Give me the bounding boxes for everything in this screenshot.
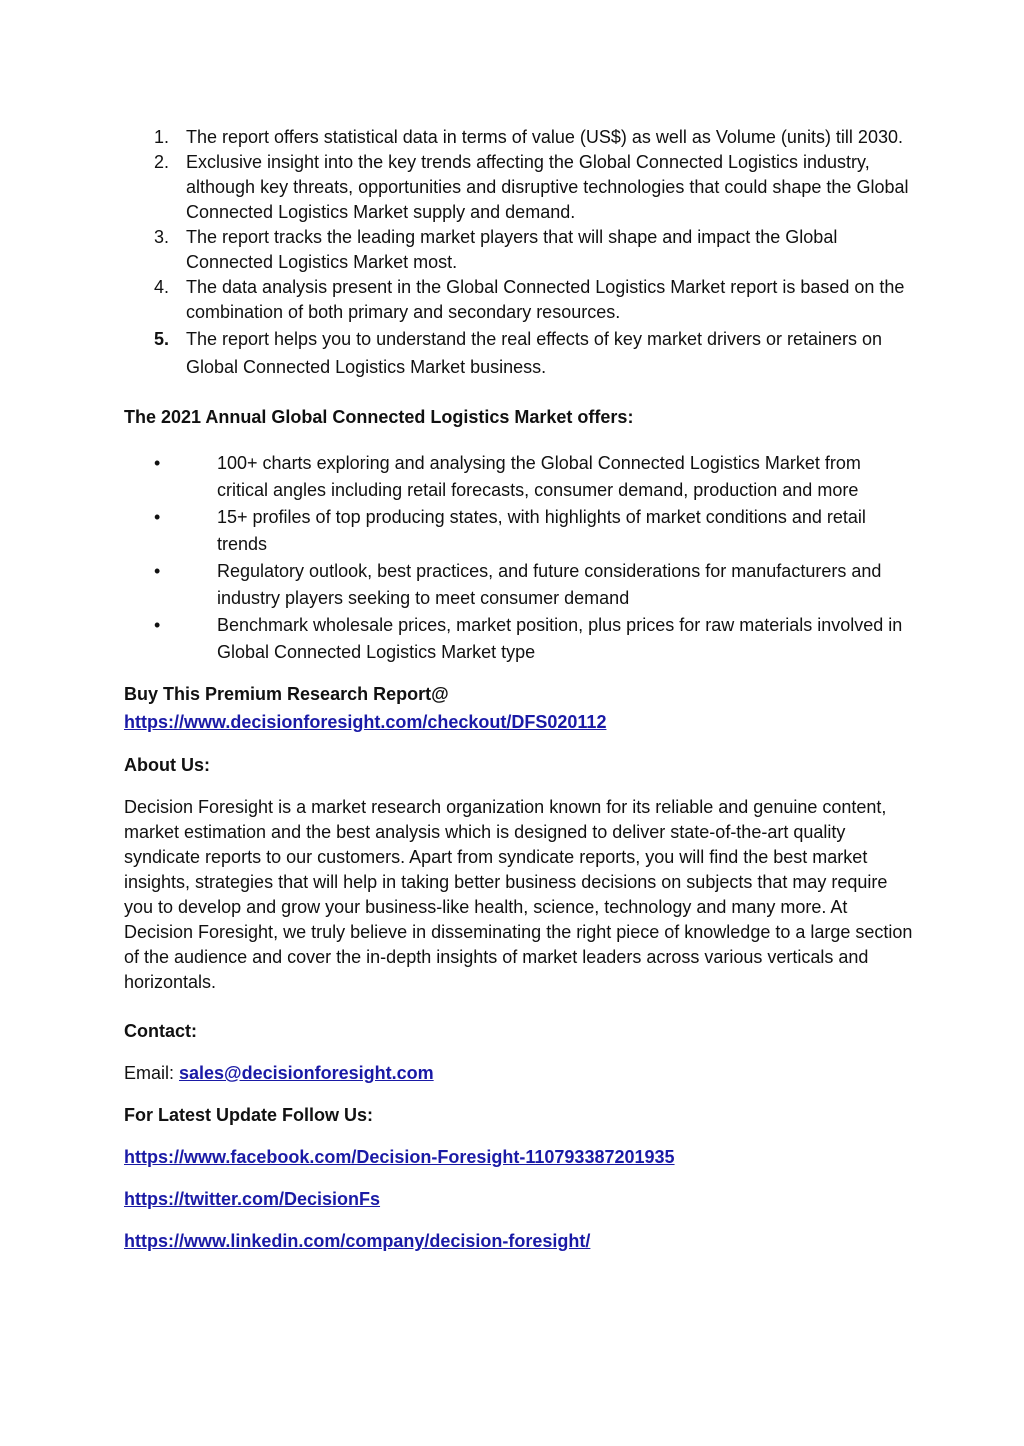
list-number: 5. [154, 329, 170, 349]
email-line [124, 1061, 914, 1086]
document-content [124, 125, 914, 1254]
offers-bullet-list [124, 450, 914, 666]
buy-heading: Buy This Premium Research Report@ [124, 684, 449, 704]
bullet-item [124, 558, 914, 612]
list-item-text: The report offers statistical data in terms of value (US$) as well as Volume (units) till 2030. [186, 127, 903, 147]
bullet-text: Regulatory outlook, best practices, and future considerations for manufacturers and industry players seeking to meet consumer demand [217, 561, 882, 608]
offers-heading: The 2021 Annual Global Connected Logistics Market offers: [124, 407, 634, 427]
email-link[interactable]: sales@decisionforesight.com [179, 1063, 434, 1083]
twitter-link[interactable]: https://twitter.com/DecisionFs [124, 1189, 381, 1209]
list-item [124, 325, 914, 381]
bullet-icon: • [154, 453, 161, 473]
facebook-link[interactable]: https://www.facebook.com/Decision-Foresight-110793387201935 [124, 1147, 675, 1167]
bullet-icon: • [154, 615, 161, 635]
bullet-icon: • [154, 561, 161, 581]
list-item [124, 225, 914, 275]
contact-heading: Contact: [124, 1021, 197, 1041]
list-number: 1. [154, 127, 170, 147]
list-item [124, 275, 914, 325]
list-item [124, 125, 914, 150]
bullet-item [124, 450, 914, 504]
checkout-link[interactable]: https://www.decisionforesight.com/checkout/DFS020112 [124, 712, 607, 732]
bullet-item [124, 612, 914, 666]
list-item [124, 150, 914, 225]
list-item-text: The report helps you to understand the real effects of key market drivers or retainers on Global Connected Logistics Market business. [186, 329, 883, 377]
bullet-text: Benchmark wholesale prices, market position, plus prices for raw materials involved in Global Connected Logistics Market type [217, 615, 903, 662]
bullet-item [124, 504, 914, 558]
report-features-list [124, 125, 914, 381]
list-item-text: The data analysis present in the Global Connected Logistics Market report is based on the combination of both primary and secondary resources. [186, 277, 905, 322]
list-number: 4. [154, 277, 170, 297]
email-label: Email: [124, 1063, 180, 1083]
list-item-text: Exclusive insight into the key trends affecting the Global Connected Logistics industry, although key threats, opportunities and disruptive technologies that could shape the Global Connected Logistics Market supply and demand. [186, 152, 909, 222]
list-number: 2. [154, 152, 170, 172]
follow-heading: For Latest Update Follow Us: [124, 1105, 374, 1125]
bullet-text: 100+ charts exploring and analysing the Global Connected Logistics Market from critical angles including retail forecasts, consumer demand, production and more [217, 453, 861, 500]
about-paragraph: Decision Foresight is a market research organization known for its reliable and genuine content, market estimation and the best analysis which is designed to deliver state-of-the-art quality syndicate reports to our customers. Apart from syndicate reports, you will find the best market insights, strategies that will help in taking better business decisions on subjects that may require you to develop and grow your business-like health, science, technology and many more. At Decision Foresight, we truly believe in disseminating the right piece of knowledge to a large section of the audience and cover the in-depth insights of market leaders across various verticals and horizontals. [124, 797, 913, 992]
bullet-icon: • [154, 507, 161, 527]
list-item-text: The report tracks the leading market players that will shape and impact the Global Connected Logistics Market most. [186, 227, 838, 272]
about-heading: About Us: [124, 755, 210, 775]
linkedin-link[interactable]: https://www.linkedin.com/company/decision-foresight/ [124, 1231, 591, 1251]
list-number: 3. [154, 227, 170, 247]
bullet-text: 15+ profiles of top producing states, with highlights of market conditions and retail trends [217, 507, 866, 554]
